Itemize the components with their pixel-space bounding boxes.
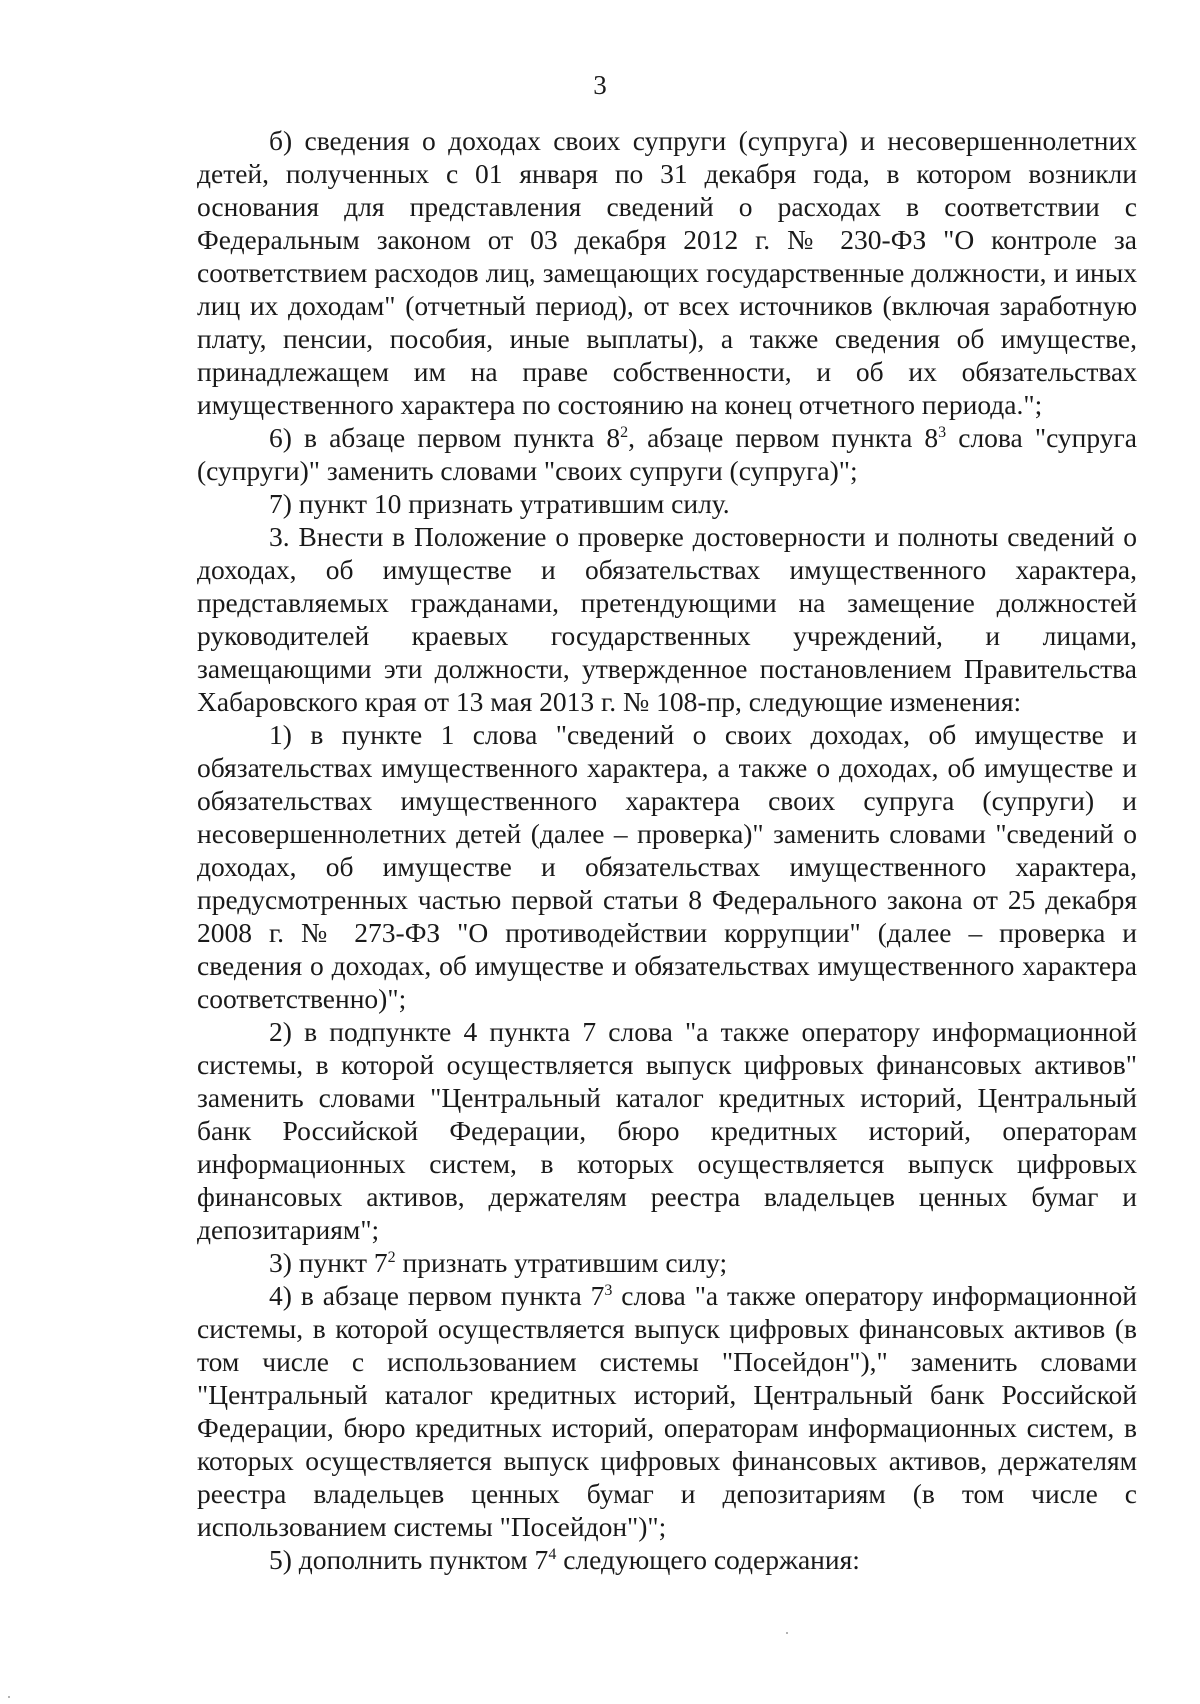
paragraph-b: б) сведения о доходах своих супруги (супруга) и несовершеннолетних детей, полученных с 01 января по 31 декабря года, в котором возникли основания для представления сведений о расходах в соответствии с Федеральным законом от 03 декабря 2012 г. № 230-ФЗ "О контроле за соответствием расходов лиц, замещающих государственные должности, и иных лиц их доходам" (отчетный период), от всех источников (включая заработную плату, пенсии, пособия, иные выплаты), а также сведения об имуществе, принадлежащем им на праве собственности, и об их обязательствах имущественного характера по состоянию на конец отчетного периода.";: [197, 125, 1137, 420]
paragraph-3-3-text-b: признать утратившим силу;: [395, 1247, 728, 1278]
scan-speck: [8, 1696, 10, 1698]
paragraph-6-text-a: 6) в абзаце первом пункта 8: [269, 422, 621, 453]
paragraph-3-4-text-b: слова "а также оператору информационной системы, в которой осуществляется выпуск цифровых финансовых активов (в том числе с использованием системы "Посейдон")," заменить словами "Центральный каталог кредитных историй, Центральный банк Российской Федерации, бюро кредитных историй, операторам информационных систем, в которых осуществляется выпуск цифровых финансовых активов, держателям реестра владельцев ценных бумаг и депозитариям (в том числе с использованием системы "Посейдон")";: [197, 1280, 1137, 1542]
paragraph-3-2: 2) в подпункте 4 пункта 7 слова "а также оператору информационной системы, в которой осуществляется выпуск цифровых финансовых активов" заменить словами "Центральный каталог кредитных историй, Центральный банк Российской Федерации, бюро кредитных историй, операторам информационных систем, в которых осуществляется выпуск цифровых финансовых активов, держателям реестра владельцев ценных бумаг и депозитариям";: [197, 1016, 1137, 1245]
scan-speck: [786, 1632, 788, 1634]
document-body: [197, 124, 1137, 1576]
paragraph-3-5-text-b: следующего содержания:: [556, 1544, 860, 1575]
paragraph-7: 7) пункт 10 признать утратившим силу.: [269, 488, 730, 519]
paragraph-3-3: [197, 1246, 1137, 1279]
superscript: 3: [604, 1281, 613, 1299]
paragraph-3-5-text-a: 5) дополнить пунктом 7: [269, 1544, 549, 1575]
paragraph-3: 3. Внести в Положение о проверке достоверности и полноты сведений о доходах, об имуществе и обязательствах имущественного характера, представляемых гражданами, претендующими на замещение должностей руководителей краевых государственных учреждений, и лицами, замещающими эти должности, утвержденное постановлением Правительства Хабаровского края от 13 мая 2013 г. № 108-пр, следующие изменения:: [197, 521, 1137, 717]
paragraph-6-text-c: слова "супруга (супруги)" заменить словами "своих супруги (супруга)";: [197, 422, 1138, 486]
page-number: 3: [593, 70, 607, 100]
paragraph-3-3-text-a: 3) пункт 7: [269, 1247, 388, 1278]
superscript: 3: [938, 423, 947, 441]
superscript: 2: [387, 1248, 396, 1266]
paragraph-6-text-b: , абзаце первом пункта 8: [628, 422, 939, 453]
paragraph-3-1: 1) в пункте 1 слова "сведений о своих доходах, об имуществе и обязательствах имущественного характера, а также о доходах, об имуществе и обязательствах имущественного характера своих супруга (супруги) и несовершеннолетних детей (далее – проверка)" заменить словами "сведений о доходах, об имуществе и обязательствах имущественного характера, предусмотренных частью первой статьи 8 Федерального закона от 25 декабря 2008 г. № 273-ФЗ "О противодействии коррупции" (далее – проверка и сведения о доходах, об имуществе и обязательствах имущественного характера соответственно)";: [197, 719, 1137, 1014]
paragraph-3-5: [197, 1543, 1137, 1576]
superscript: 4: [548, 1545, 557, 1563]
paragraph-3-4: [197, 1279, 1137, 1543]
paragraph-6: [197, 421, 1137, 487]
superscript: 2: [620, 423, 629, 441]
paragraph-3-4-text-a: 4) в абзаце первом пункта 7: [269, 1280, 605, 1311]
